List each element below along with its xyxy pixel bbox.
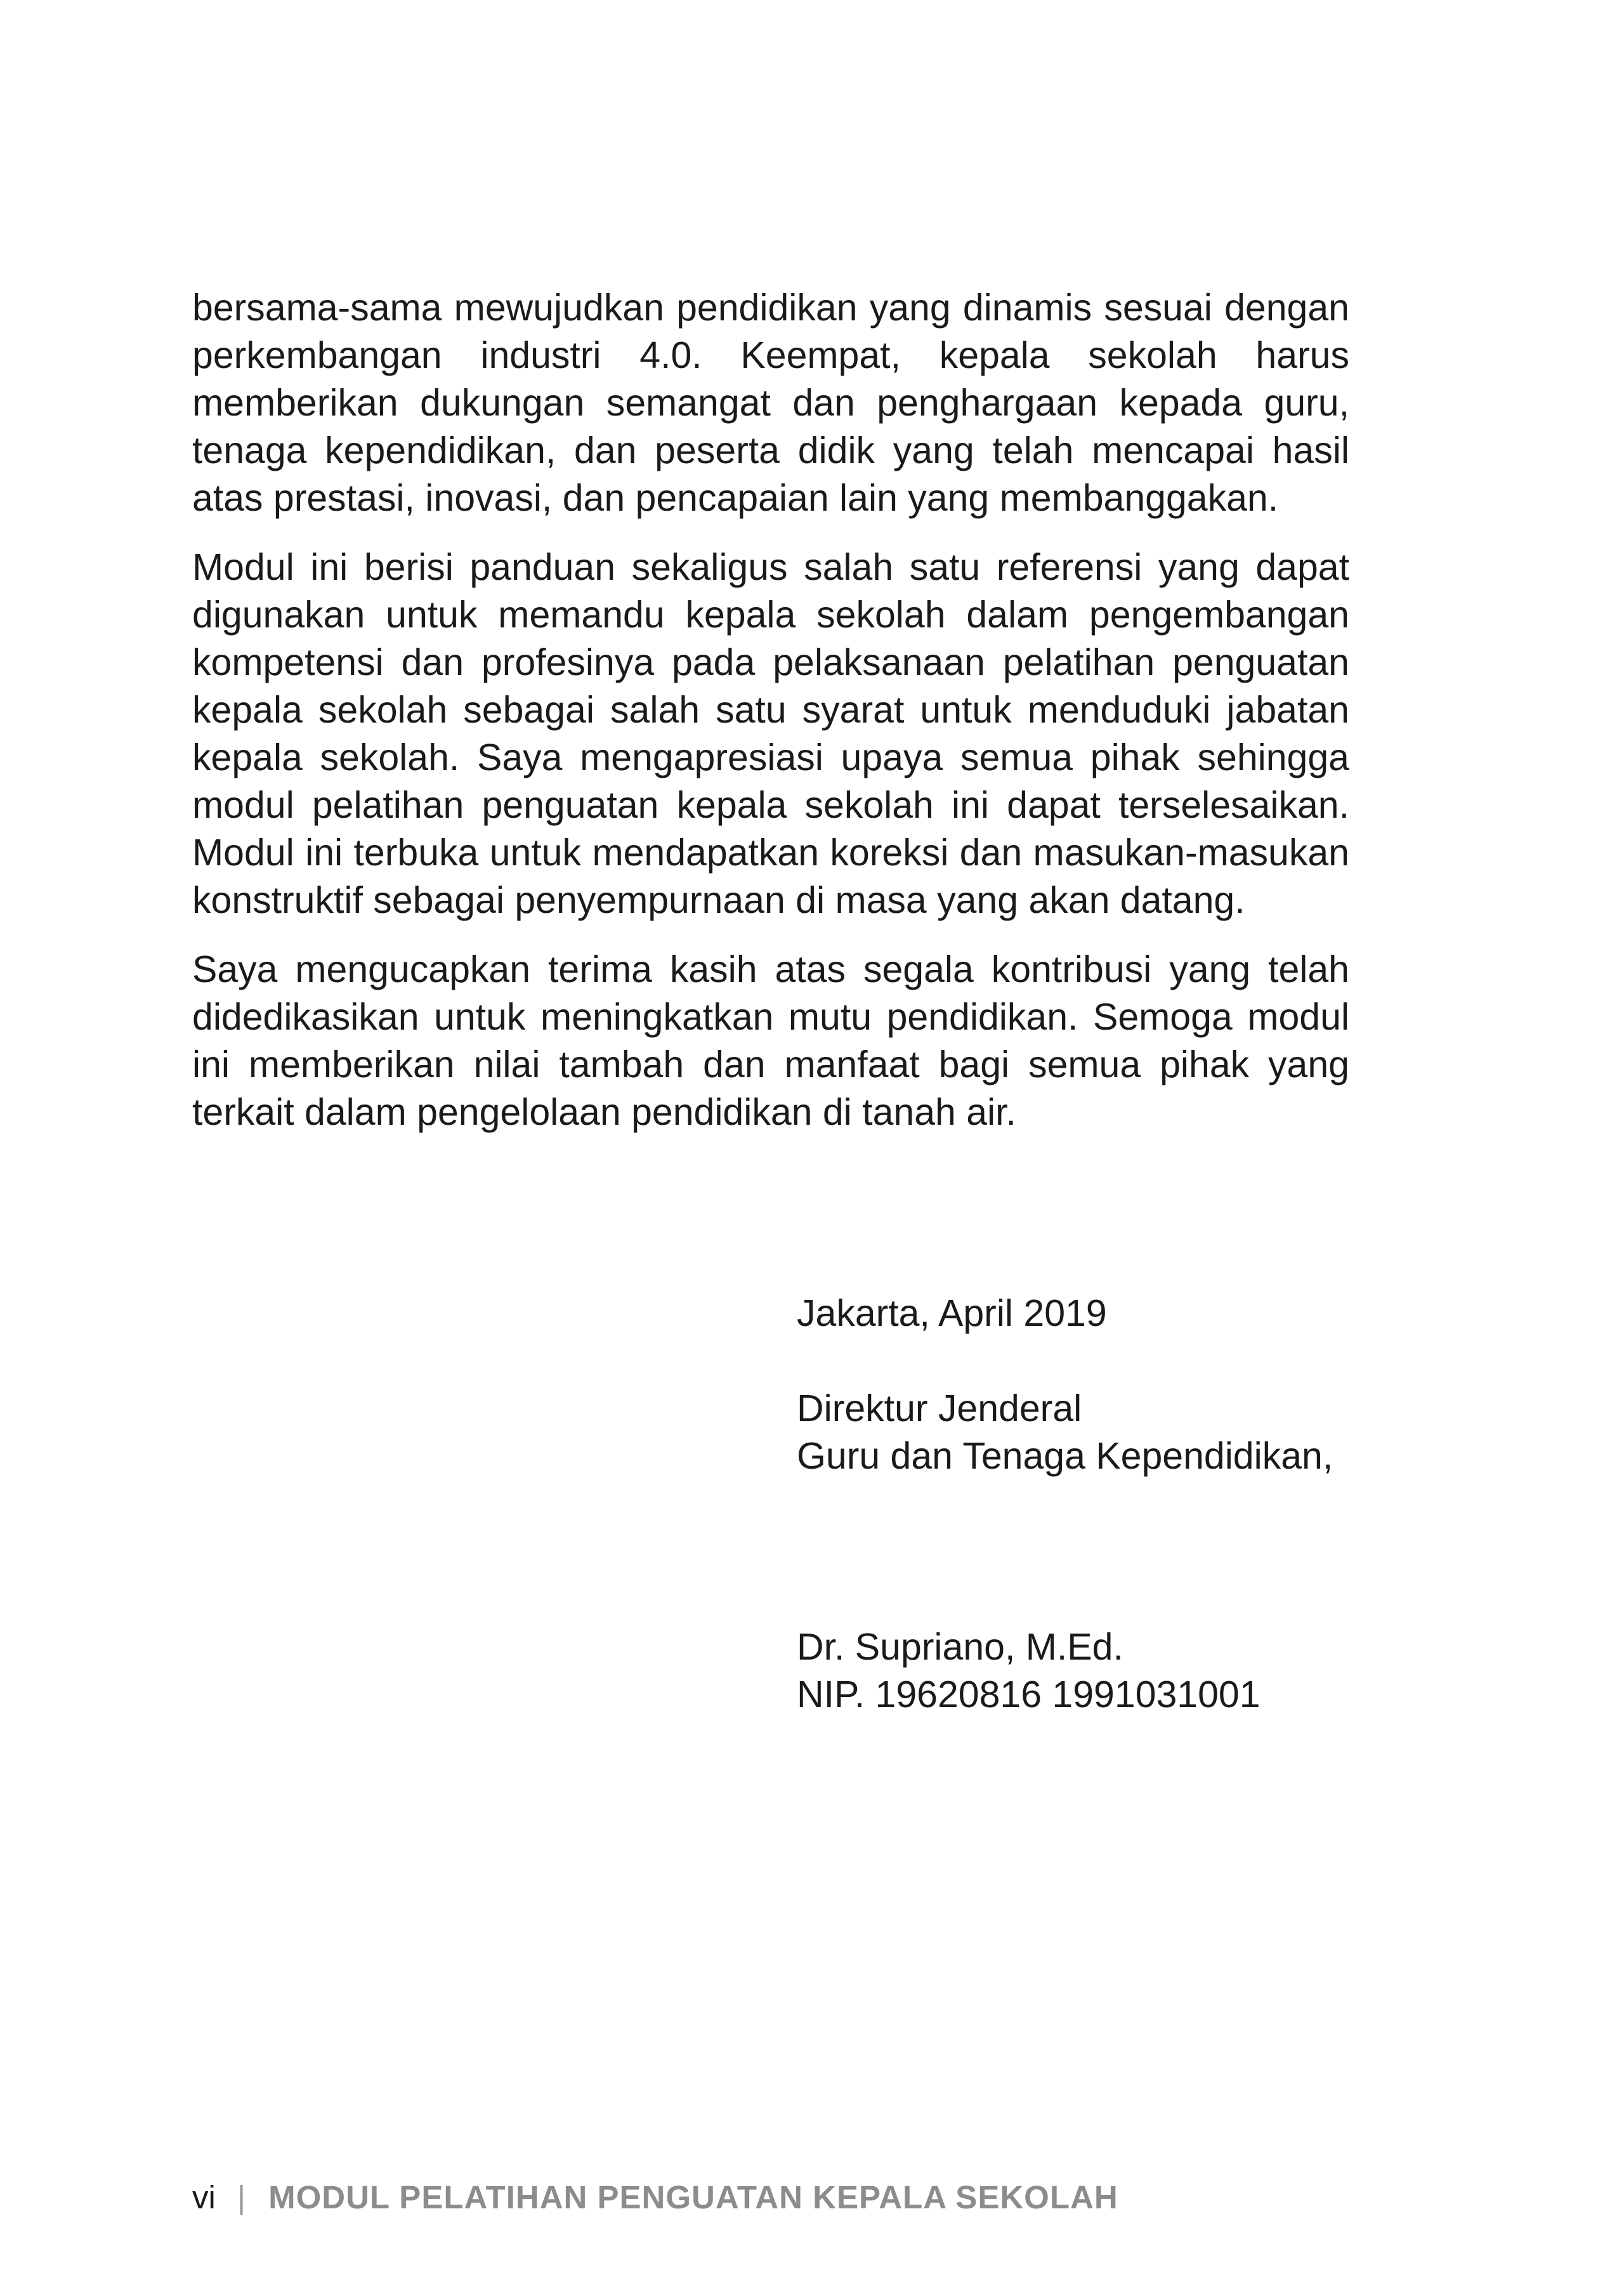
page-number: vi: [192, 2179, 216, 2215]
place-date: Jakarta, April 2019: [797, 1292, 1107, 1334]
office-title-line-2: Guru dan Tenaga Kependidikan,: [797, 1435, 1333, 1477]
body-text: [192, 284, 1349, 1158]
signature-block: [797, 1290, 1495, 1719]
paragraph-module-purpose: Modul ini berisi panduan sekaligus salah satu referensi yang dapat digunakan untuk memandu kepala sekolah dalam pengembangan kompetensi dan profesinya pada pelaksanaan pelatihan penguatan kepala sekolah sebagai salah satu syarat untuk menduduki jabatan kepala sekolah. Saya mengapresiasi upaya semua pihak sehingga modul pelatihan penguatan kepala sekolah ini dapat terselesaikan. Modul ini terbuka untuk mendapatkan koreksi dan masukan-masukan konstruktif sebagai penyempurnaan di masa yang akan datang.: [192, 546, 1349, 921]
signatory-name: Dr. Supriano, M.Ed.: [797, 1626, 1123, 1668]
page-footer: [192, 2175, 1118, 2219]
signatory-nip: NIP. 19620816 1991031001: [797, 1674, 1261, 1715]
footer-title: MODUL PELATIHAN PENGUATAN KEPALA SEKOLAH: [268, 2179, 1118, 2215]
footer-separator: |: [237, 2179, 246, 2215]
paragraph-closing-points: bersama-sama mewujudkan pendidikan yang dinamis sesuai dengan perkembangan industri 4.0. Keempat, kepala sekolah harus memberikan dukungan semangat dan penghargaan kepada guru, tenaga kependidikan, dan peserta didik yang telah mencapai hasil atas prestasi, inovasi, dan pencapaian lain yang membanggakan.: [192, 287, 1349, 519]
paragraph-gratitude: Saya mengucapkan terima kasih atas segala kontribusi yang telah didedikasikan untuk meningkatkan mutu pendidikan. Semoga modul ini memberikan nilai tambah dan manfaat bagi semua pihak yang terkait dalam pengelolaan pendidikan di tanah air.: [192, 948, 1349, 1133]
office-title-line-1: Direktur Jenderal: [797, 1387, 1082, 1429]
